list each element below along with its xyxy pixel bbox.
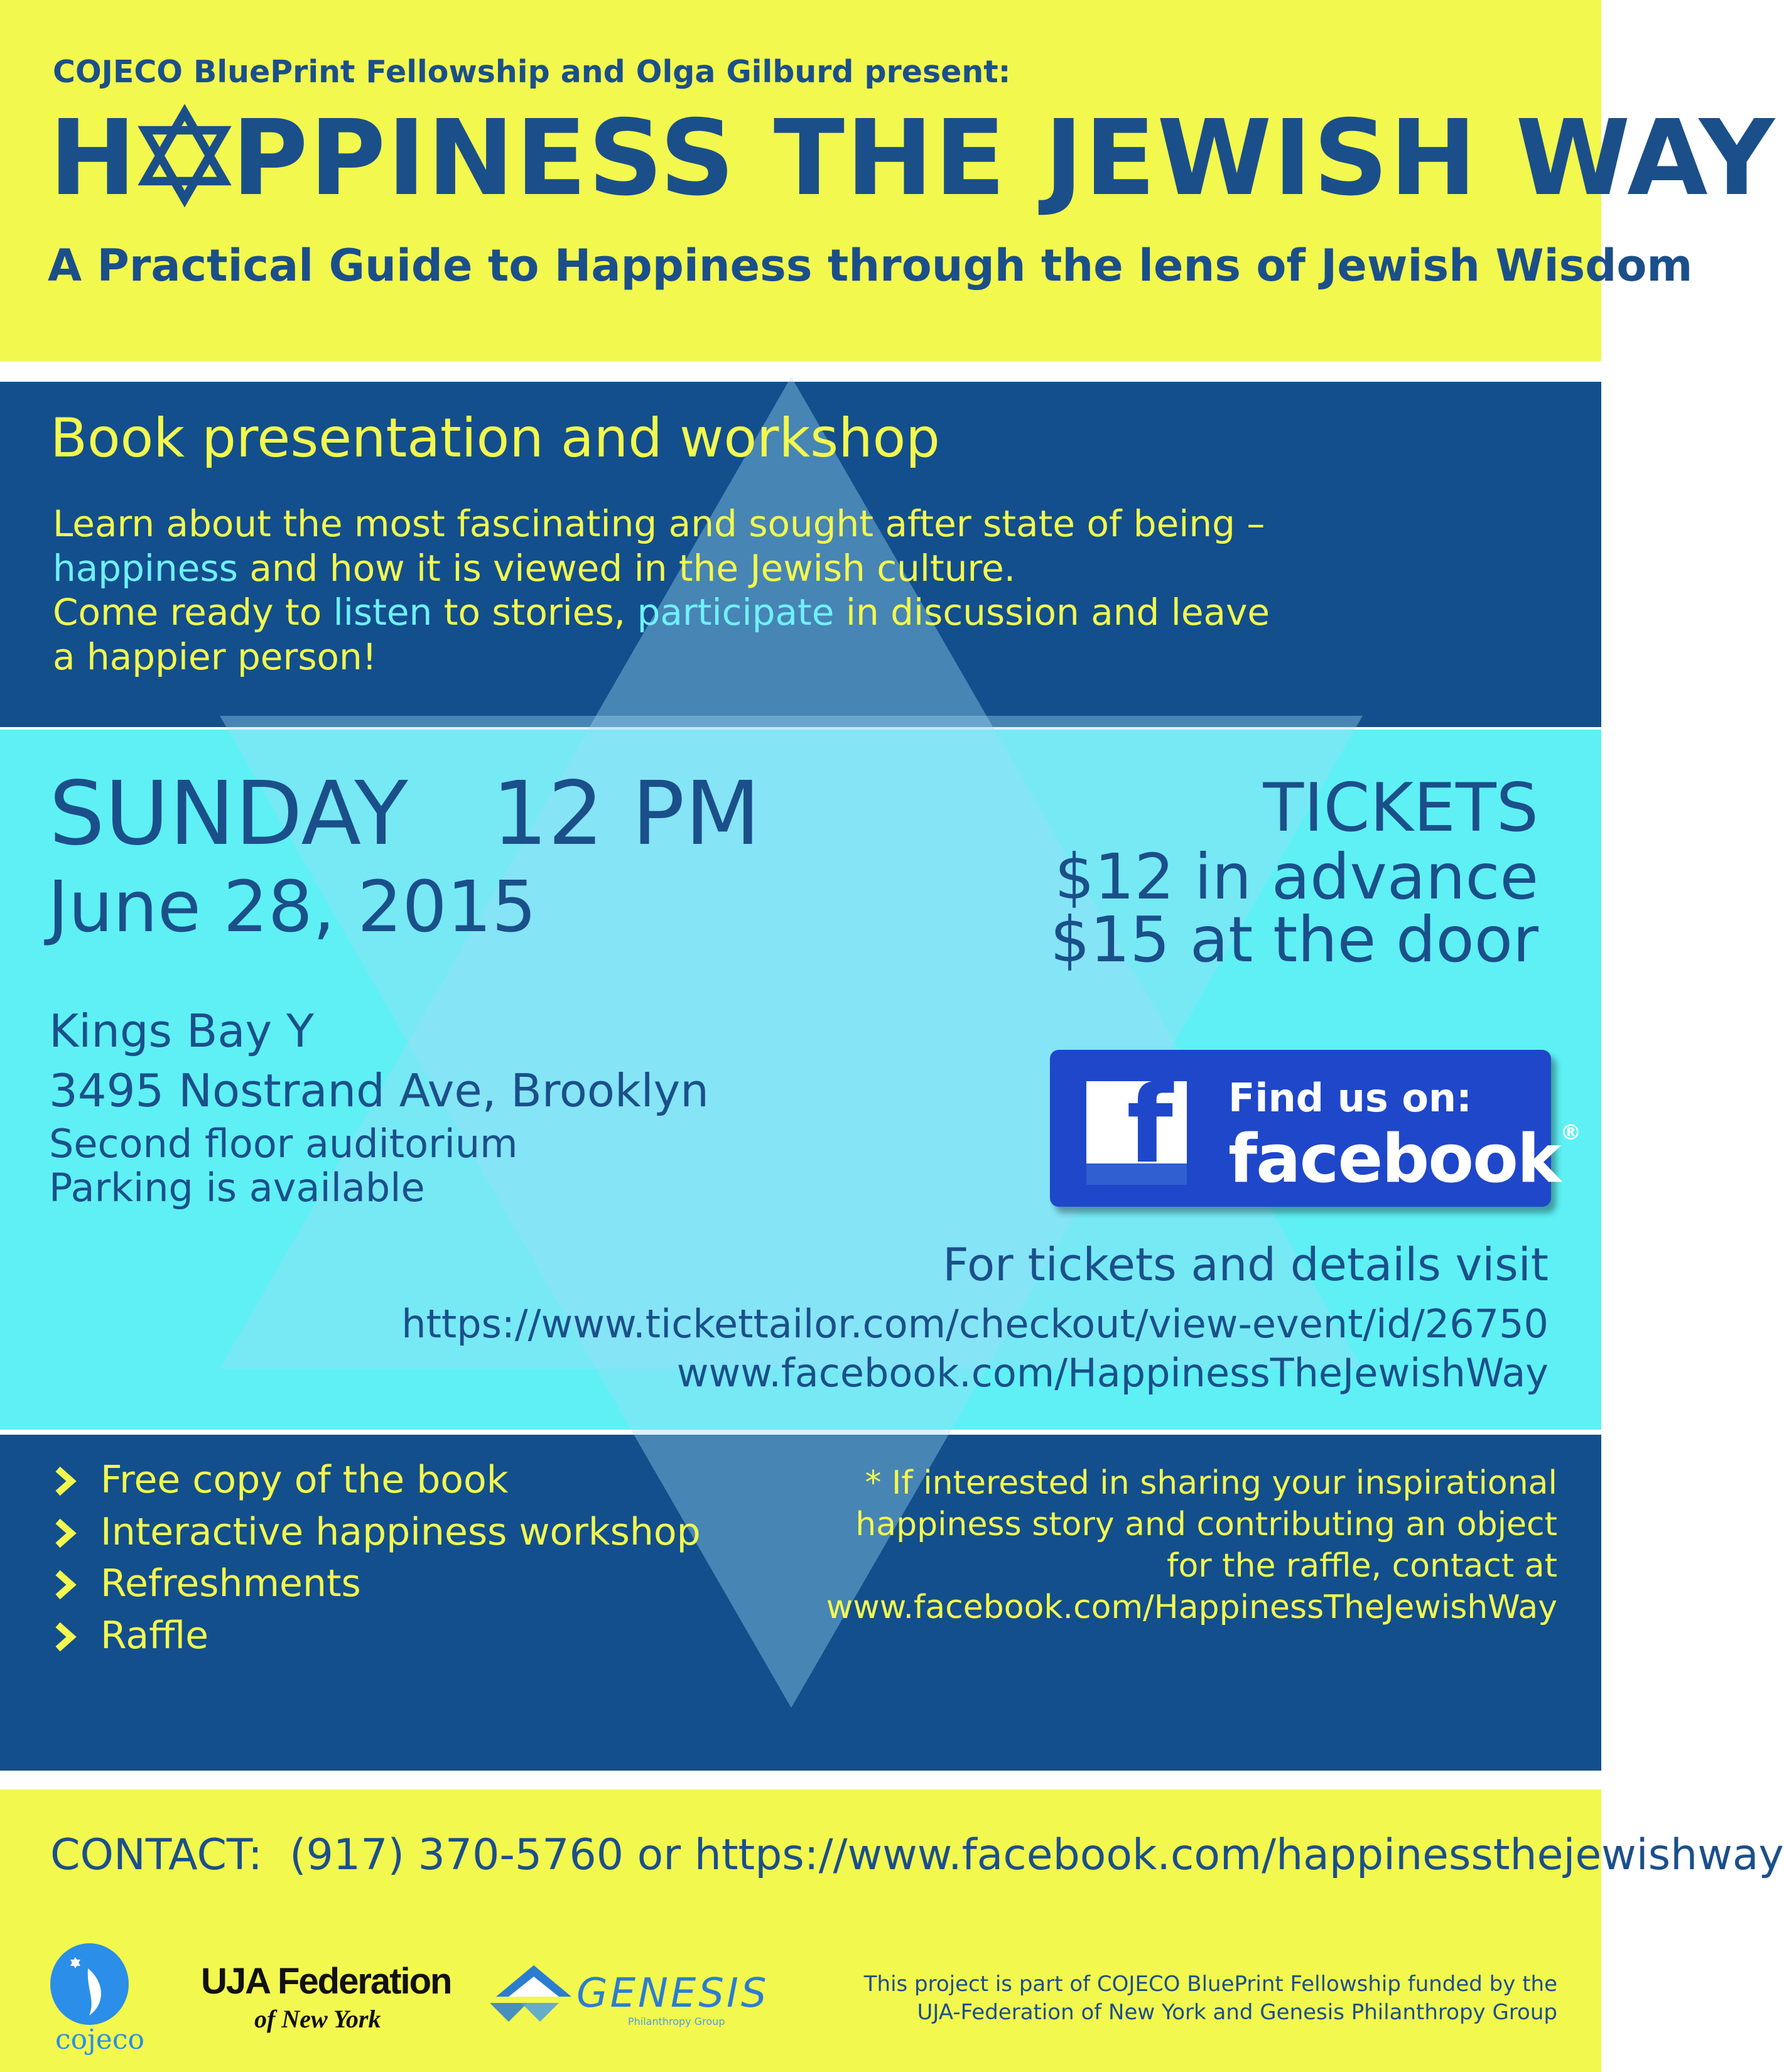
cojeco-logo-text: cojeco — [55, 2024, 144, 2056]
event-subtitle: A Practical Guide to Happiness through the lens of Jewish Wisdom — [48, 240, 1693, 291]
facebook-badge-link[interactable] — [1050, 1050, 1581, 1207]
perk-label: Interactive happiness workshop — [100, 1510, 701, 1554]
star-of-david-icon — [138, 109, 232, 203]
genesis-logo-text: GENESIS — [576, 1970, 769, 2017]
highlight-happiness: happiness — [53, 547, 238, 590]
event-title — [49, 98, 1776, 219]
cojeco-logo — [50, 1943, 144, 2056]
facebook-f-icon — [1086, 1063, 1187, 1187]
uja-logo-subtext: of New York — [254, 2005, 381, 2033]
chevron-right-icon — [50, 1570, 80, 1600]
event-date: June 28, 2015 — [48, 866, 537, 948]
facebook-logo-letter: f — [1127, 1063, 1173, 1187]
venue-name: Kings Bay Y — [49, 1005, 314, 1057]
funding-note-line-1: This project is part of COJECO BluePrint Fellowship funded by the — [863, 1972, 1557, 1997]
ticket-price-advance: $12 in advance — [1054, 840, 1538, 914]
cojeco-logo-mark — [50, 1943, 129, 2025]
cojeco-flame-icon — [50, 1943, 129, 2025]
genesis-logo-subtext: Philanthropy Group — [628, 2015, 725, 2027]
uja-logo-text: UJA Federation — [201, 1961, 451, 2002]
intro-line-3 — [53, 591, 1270, 634]
venue-parking: Parking is available — [49, 1165, 425, 1211]
facebook-page-link[interactable]: www.facebook.com/HappinessTheJewishWay — [676, 1350, 1549, 1396]
intro-line-3-b: to stories, — [432, 591, 637, 634]
chevron-right-icon — [50, 1518, 80, 1548]
event-day-time: SUNDAY 12 PM — [49, 763, 761, 865]
chevron-right-icon — [50, 1466, 80, 1496]
intro-line-2-rest: and how it is viewed in the Jewish culture. — [237, 547, 1016, 590]
title-rest: PPINESS THE JEWISH WAY — [231, 98, 1776, 219]
intro-line-4: a happier person! — [53, 635, 377, 678]
workshop-heading: Book presentation and workshop — [50, 407, 940, 470]
perk-item — [50, 1614, 208, 1658]
contact-line: CONTACT: (917) 370-5760 or https://www.facebook.com/happinessthejewishway — [50, 1830, 1784, 1880]
perk-label: Refreshments — [100, 1562, 361, 1605]
perk-label: Raffle — [100, 1614, 209, 1658]
raffle-note-link[interactable]: www.facebook.com/HappinessTheJewishWay — [826, 1589, 1557, 1626]
perk-item — [50, 1510, 701, 1554]
intro-line-3-a: Come ready to — [53, 591, 333, 634]
title-first-letter: H — [49, 98, 138, 219]
genesis-logo-mark — [484, 1959, 578, 2028]
venue-address: 3495 Nostrand Ave, Brooklyn — [49, 1064, 709, 1117]
intro-line-2 — [53, 547, 1015, 590]
chevron-right-icon — [50, 1622, 80, 1652]
intro-line-3-c: in discussion and leave — [834, 591, 1270, 634]
raffle-note-line-3: for the raffle, contact at — [1167, 1547, 1557, 1585]
raffle-note-line-2: happiness story and contributing an object — [855, 1506, 1557, 1543]
visit-heading: For tickets and details visit — [943, 1238, 1549, 1291]
highlight-listen: listen — [333, 591, 433, 634]
highlight-participate: participate — [637, 591, 835, 634]
presenters-line: COJECO BluePrint Fellowship and Olga Gilburd present: — [53, 54, 1011, 90]
tickets-heading: TICKETS — [1263, 769, 1538, 846]
raffle-note-line-1: * If interested in sharing your inspirational — [865, 1464, 1557, 1502]
facebook-find-us-label: Find us on: — [1228, 1075, 1472, 1121]
venue-floor: Second floor auditorium — [49, 1121, 518, 1167]
facebook-word: facebook — [1228, 1120, 1560, 1197]
perk-label: Free copy of the book — [100, 1458, 509, 1502]
facebook-wordmark — [1228, 1120, 1580, 1197]
genesis-logo — [484, 1953, 785, 2034]
perk-item — [50, 1562, 361, 1605]
perk-item — [50, 1458, 508, 1502]
funding-note-line-2: UJA-Federation of New York and Genesis Philanthropy Group — [917, 2000, 1557, 2025]
registered-mark: ® — [1560, 1120, 1581, 1145]
ticket-price-door: $15 at the door — [1050, 903, 1538, 976]
uja-federation-logo — [201, 1960, 452, 2042]
ticket-tailor-link[interactable]: https://www.tickettailor.com/checkout/view-event/id/26750 — [401, 1301, 1549, 1347]
intro-line-1: Learn about the most fascinating and sought after state of being – — [53, 502, 1265, 545]
